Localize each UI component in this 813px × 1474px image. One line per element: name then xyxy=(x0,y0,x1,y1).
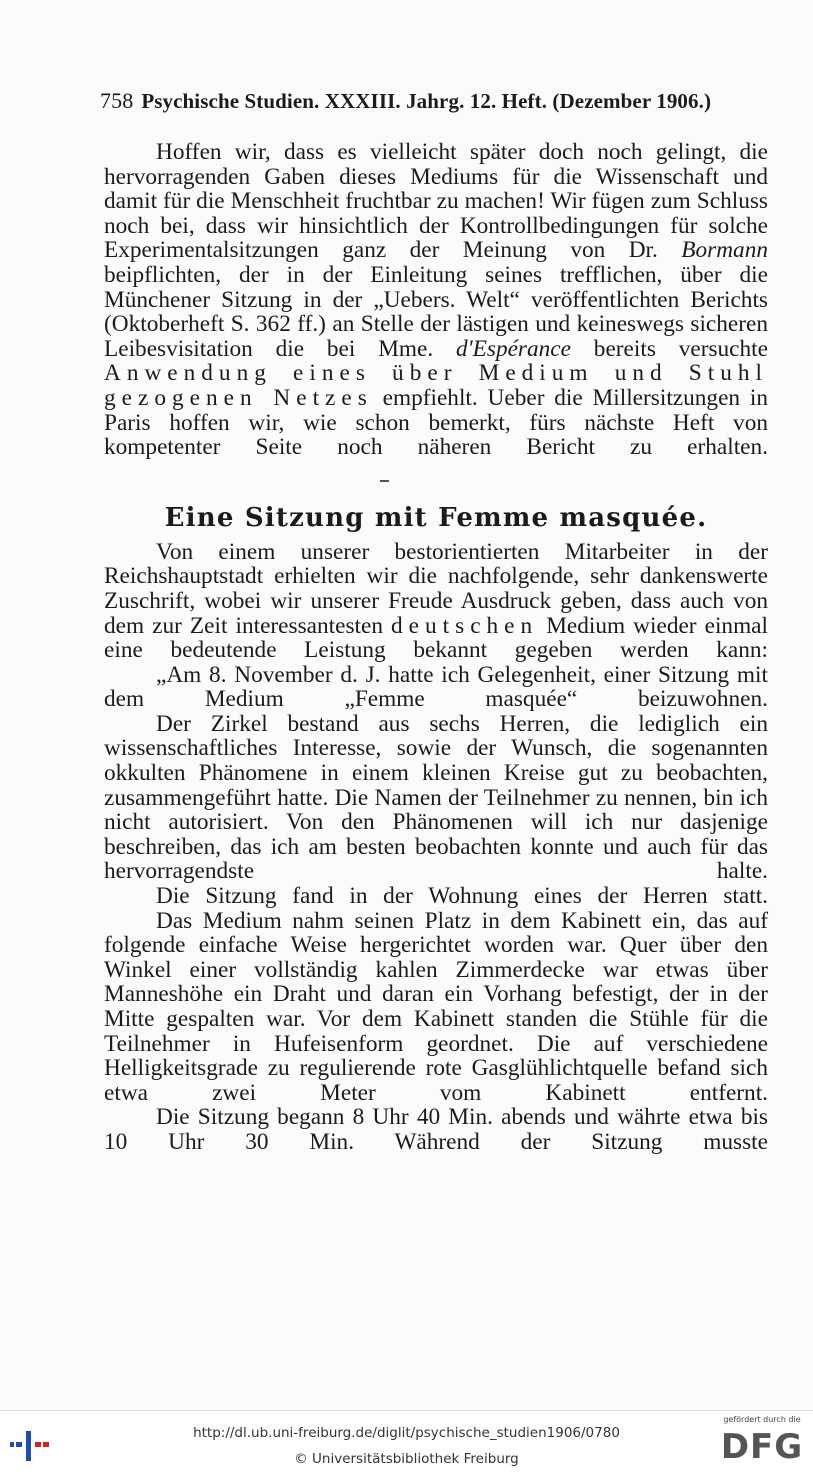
text-run: Von einem unserer bestorientierten Mitarbeiter in der Reichshauptstadt erhielten wir die nachfolgende, sehr dankenswerte Zuschrift, wobei wir unserer Freude Ausdruck geben, dass auch von dem zur Zeit interessantesten xyxy=(104,538,768,639)
paragraph-article-one xyxy=(104,140,768,460)
name-bormann: Bormann xyxy=(681,237,768,264)
text-run: beipflichten, der in der Einleitung seines trefflichen, über die Münchener Sitzung in der „Uebers. Welt“ veröffentlichten Berichts (Oktoberheft S. 362 ff.) an Stelle der lästigen und keineswegs sicheren Leibesvisitation die bei Mme. xyxy=(104,261,768,362)
running-header xyxy=(100,88,768,114)
text-run: Medium wieder einmal eine bedeutende Leistung bekannt gegeben werden kann: xyxy=(104,612,768,664)
text-run: bereits versuchte xyxy=(570,335,768,362)
page-body xyxy=(104,140,768,1155)
dfg-logo: DFG xyxy=(720,1427,804,1467)
copyright-notice: © Universitätsbibliothek Freiburg xyxy=(294,1451,519,1467)
paragraph-location: Die Sitzung fand in der Wohnung eines der Herren statt. xyxy=(156,883,768,910)
paragraph-letter-opening: „Am 8. November d. J. hatte ich Gelegenheit, einer Sitzung mit dem Medium „Femme masquée“ beizuwohnen. xyxy=(104,661,768,713)
permalink-url[interactable]: http://dl.ub.uni-freiburg.de/diglit/psychische_studien1906/0780 xyxy=(193,1425,620,1441)
spaced-emphasis: Anwendung eines über Medium und Stuhl gezogenen Netzes xyxy=(104,360,768,411)
page-number: 758 xyxy=(100,88,134,113)
dfg-caption: gefördert durch die xyxy=(723,1415,801,1424)
paragraph-intro xyxy=(104,540,768,663)
paragraph-cabinet: Das Medium nahm seinen Platz in dem Kabinett ein, das auf folgende einfache Weise hergerichtet worden war. Quer über den Winkel einer vollständig kahlen Zimmerdecke war etwas über Manneshöhe ein Draht und daran ein Vorhang befestigt, der in der Mitte gespalten war. Vor dem Kabinett standen die Stühle für die Teilnehmer in Hufeisenform geordnet. Die auf verschiedene Helligkeitsgrade zu regulierende rote Gasglühlichtquelle befand sich etwa zwei Meter vom Kabinett entfernt. xyxy=(104,907,768,1106)
spaced-emphasis: deutschen xyxy=(391,612,539,639)
section-divider xyxy=(380,480,389,482)
paragraph-circle: Der Zirkel bestand aus sechs Herren, die lediglich ein wissenschaftliches Interesse, sowie der Wunsch, die sogenannten okkulten Phänomene in einem kleinen Kreise gut zu beobachten, zusammengeführt hatte. Die Namen der Teilnehmer zu nennen, bin ich nicht autorisiert. Von den Phänomenen will ich nur dasjenige beschreiben, das ich am besten beobachten konnte und auch für das hervorragendste halte. xyxy=(104,710,768,885)
viewer-footer xyxy=(0,1410,813,1474)
name-esperance: d'Espérance xyxy=(456,335,571,362)
running-title: Psychische Studien. XXXIII. Jahrg. 12. Heft. (Dezember 1906.) xyxy=(141,89,712,113)
article-title: Eine Sitzung mit Femme masquée. xyxy=(164,502,708,533)
text-run: Hoffen wir, dass es vielleicht später doch noch gelingt, die hervorragenden Gaben dieses Mediums für die Wissenschaft und damit für die Menschheit fruchtbar zu machen! Wir fügen zum Schluss noch bei, dass wir hinsichtlich der Kontrollbedingungen für solche Experimentalsitzungen ganz der Meinung von Dr. xyxy=(104,139,768,264)
paragraph-session-time: Die Sitzung begann 8 Uhr 40 Min. abends und währte etwa bis 10 Uhr 30 Min. Während der Sitzung musste xyxy=(104,1104,768,1155)
text-run: empfiehlt. Ueber die Millersitzungen in Paris hoffen wir, wie schon bemerkt, fürs nächste Heft von kompetenter Seite noch näheren Bericht zu erhalten. xyxy=(104,384,769,461)
